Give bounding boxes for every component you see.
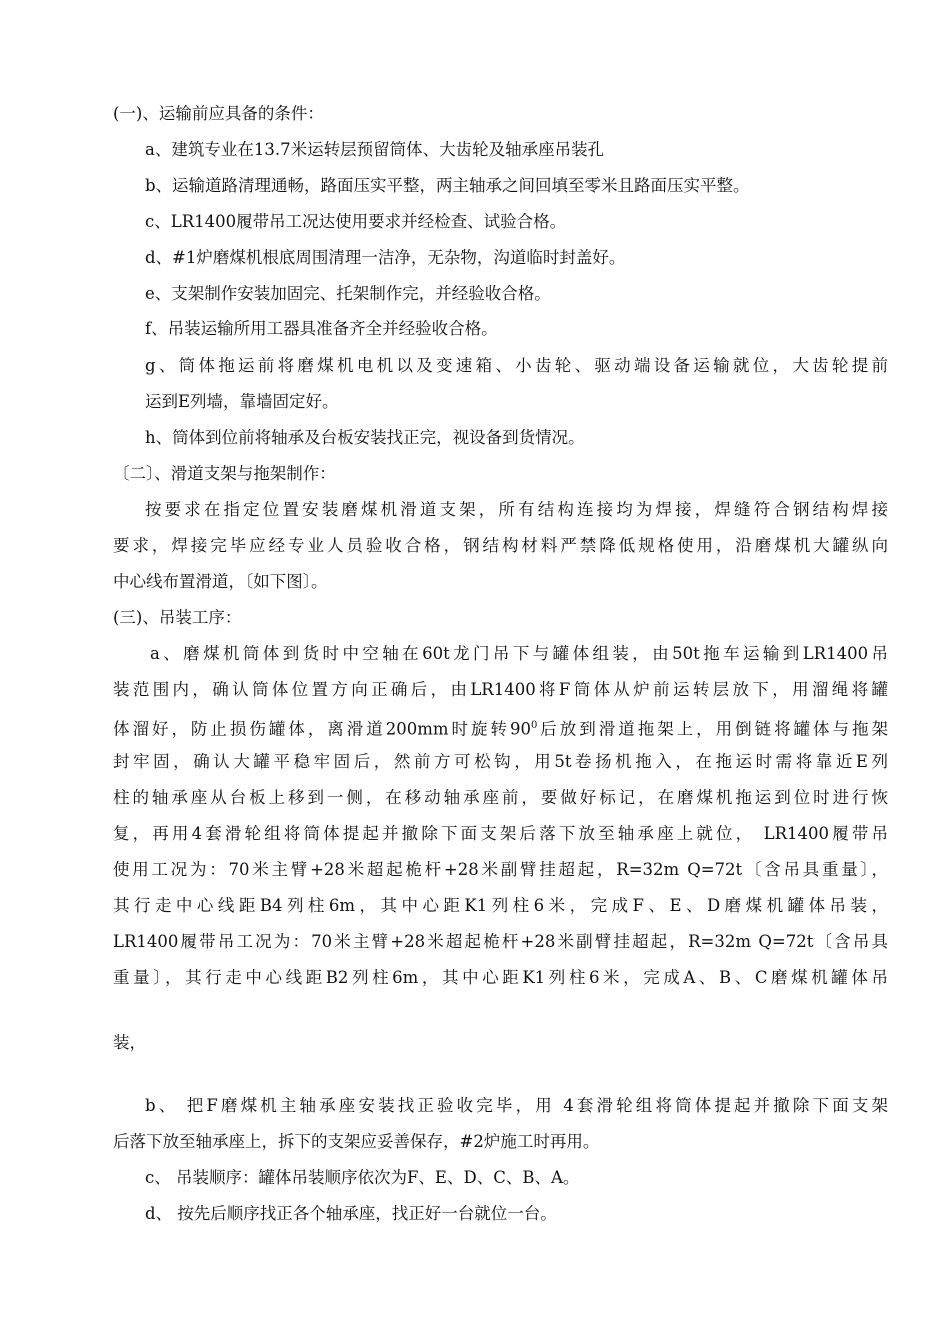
step-d: d、 按先后顺序找正各个轴承座，找正好一台就位一台。 (145, 1204, 557, 1223)
condition-d: d、#1炉磨煤机根底周围清理一洁净，无杂物，沟道临时封盖好。 (145, 248, 626, 267)
condition-g-cont: 运到E列墙，靠墙固定好。 (145, 392, 339, 411)
section-3-line-7: 使用工况为：70米主臂+28米超起桅杆+28米副臂挂超起，R=32m Q=72t〔含吊具重量〕， (113, 860, 888, 879)
section-3-line-5: 柱的轴承座从台板上移到一侧，在移动轴承座前，要做好标记，在磨煤机拖运到位时进行恢 (113, 788, 888, 807)
rotation-text-after: 后放到滑道拖架上，用倒链将罐体与拖架 (537, 719, 889, 739)
section-3-line-1: a、磨煤机筒体到货时中空轴在60t龙门吊下与罐体组装，由50t拖车运输到LR1400吊 (150, 644, 888, 663)
condition-c: c、LR1400履带吊工况达使用要求并经检查、试验合格。 (145, 212, 567, 231)
section-3-line-4: 封牢固，确认大罐平稳牢固后，然前方可松钩，用5t卷扬机拖入，在拖运时需将靠近E列 (113, 752, 888, 771)
condition-h: h、筒体到位前将轴承及台板安装找正完，视设备到货情况。 (145, 428, 585, 447)
section-2-line-1: 按要求在指定位置安装磨煤机滑道支架，所有结构连接均为焊接，焊缝符合钢结构焊接 (145, 500, 888, 519)
step-b-cont: 后落下放至轴承座上，拆下的支架应妥善保存，#2炉施工时再用。 (113, 1132, 600, 1151)
section-3-line-6: 复，再用4套滑轮组将筒体提起并撤除下面支架后落下放至轴承座上就位， LR1400履带吊 (113, 824, 888, 843)
condition-g: g、筒体拖运前将磨煤机电机以及变速箱、小齿轮、驱动端设备运输就位，大齿轮提前 (145, 356, 888, 375)
section-3-line-2: 装范围内，确认筒体位置方向正确后，由LR1400将F筒体从炉前运转层放下，用溜绳将罐 (113, 680, 888, 699)
condition-b: b、运输道路清理通畅，路面压实平整，两主轴承之间回填至零米且路面压实平整。 (145, 176, 750, 195)
rotation-text-before: 体溜好，防止损伤罐体，离滑道200mm时旋转90 (113, 719, 531, 739)
step-c: c、 吊装顺序：罐体吊装顺序依次为F、E、D、C、B、A。 (145, 1168, 580, 1187)
degree-sup: 0 (530, 720, 538, 731)
step-b: b、 把F磨煤机主轴承座安装找正验收完毕，用 4套滑轮组将筒体提起并撤除下面支架 (145, 1096, 888, 1115)
condition-f: f、吊装运输所用工器具准备齐全并经验收合格。 (145, 319, 498, 338)
section-2-line-3: 中心线布置滑道，〔如下图〕。 (113, 572, 328, 591)
section-3-line-3 (113, 715, 888, 741)
section-2-heading: 〔二〕、滑道支架与拖架制作： (113, 464, 336, 483)
section-3-line-8: 其行走中心线距B4列柱6m，其中心距K1列柱6米，完成F、E、D磨煤机罐体吊装， (113, 896, 888, 915)
section-3-line-10: 重量〕，其行走中心线距B2列柱6m，其中心距K1列柱6米，完成A、B、C磨煤机罐体吊 (113, 968, 888, 987)
condition-a: a、建筑专业在13.7米运转层预留筒体、大齿轮及轴承座吊装孔 (145, 140, 605, 159)
section-3-line-11: 装， (113, 1033, 146, 1052)
section-3-heading: (三)、吊装工序： (113, 608, 242, 627)
section-3-line-9: LR1400履带吊工况为：70米主臂+28米超起桅杆+28米副臂挂超起，R=32m Q=72t〔含吊具 (113, 932, 888, 951)
section-2-line-2: 要求，焊接完毕应经专业人员验收合格，钢结构材料严禁降低规格使用，沿磨煤机大罐纵向 (113, 536, 888, 555)
condition-e: e、支架制作安装加固完、托架制作完，并经验收合格。 (145, 284, 551, 303)
section-1-heading: (一)、运输前应具备的条件： (113, 104, 324, 123)
